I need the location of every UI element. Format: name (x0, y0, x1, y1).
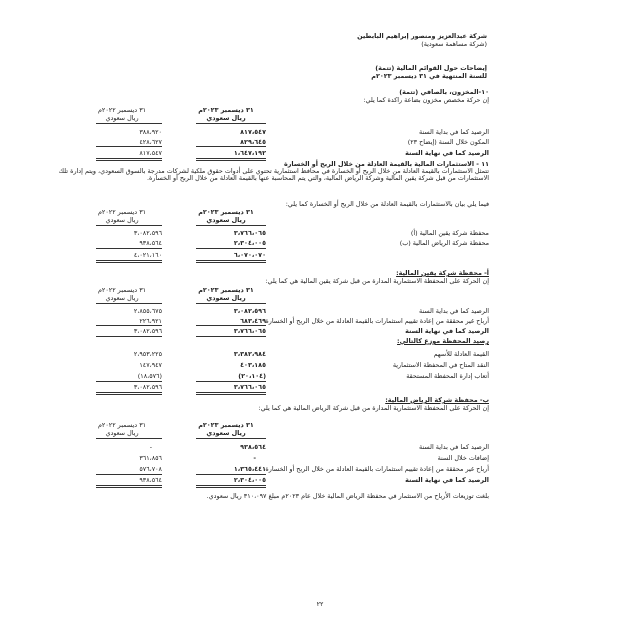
table-cell: ٤٠٣،١٨٥ (240, 361, 266, 369)
section-a-heading: أ- محفظة شركة يقين المالية: (396, 269, 489, 277)
col-currency-2023: ريال سعودي (206, 294, 246, 302)
divider (96, 303, 162, 304)
col-head-2023: ٣١ ديسمبر ٢٠٢٣م (198, 208, 254, 216)
section-b-intro: إن الحركة على المحفظة الاستثمارية المدارة من قبل شركة الرياض المالية هي كما يلي: (258, 404, 489, 412)
section-b-note: بلغت توزيعات الأرباح من الاستثمار في محفظة الرياض المالية خلال عام ٢٠٢٣م مبلغ ٣١٠،٠٩٧ ريال سعودي. (206, 492, 489, 500)
table-cell: ٥٧٦،٧٠٨ (139, 465, 162, 473)
col-currency-2022: ريال سعودي (105, 429, 139, 437)
divider (196, 325, 266, 326)
table-row-label: المكون خلال السنة (إيضاح ٢٣) (407, 138, 489, 146)
divider (196, 438, 266, 439)
table-cell: ١،٦٤٧،١٩٢ (233, 149, 266, 157)
divider (196, 158, 266, 159)
col-head-2023: ٣١ ديسمبر ٢٠٢٣م (198, 421, 254, 429)
col-currency-2023: ريال سعودي (206, 429, 246, 437)
table-cell: ٨١٧،٥٤٧ (240, 128, 266, 136)
divider (96, 262, 162, 263)
report-title: إيضاحات حول القوائم المالية (تتمة) (375, 64, 487, 72)
table-row-label: أتعاب إدارة المحفظة المستحقة (406, 372, 489, 380)
divider (96, 392, 162, 393)
col-head-2022: ٣١ ديسمبر ٢٠٢٢م (97, 106, 147, 114)
col-currency-2022: ريال سعودي (105, 114, 139, 122)
col-head-2022: ٣١ ديسمبر ٢٠٢٢م (97, 208, 147, 216)
table-cell: (١٨،٥٧٦) (137, 372, 162, 380)
col-currency-2023: ريال سعودي (206, 114, 246, 122)
divider (196, 160, 266, 161)
table-cell: ٣،٧٦٦،٠٦٥ (233, 327, 266, 335)
table-cell: ٣،٠٨٢،٥٩٦ (233, 307, 266, 315)
company-subtitle: (شركة مساهمة سعودية) (421, 40, 487, 48)
divider (96, 438, 162, 439)
table-cell: ٤٢٨،٦٢٧ (139, 138, 162, 146)
table-cell: ٣٦١،٨٥٦ (139, 454, 162, 462)
report-period: للسنة المنتهية في ٣١ ديسمبر ٢٠٢٣م (371, 72, 487, 80)
company-name: شركة عبدالعزيز ومنصور إبراهيم البابطين (357, 32, 487, 40)
table-cell: ٢،٨٥٥،٦٧٥ (133, 307, 162, 315)
divider (96, 336, 162, 337)
divider (96, 394, 162, 395)
table-cell: ٣٨٨،٩٢٠ (139, 128, 162, 136)
table-row-label: الرصيد كما في بداية السنة (418, 307, 489, 315)
table-cell: ٩٣٨،٥٦٤ (139, 239, 162, 247)
table-cell: ٢٢٦،٩٢١ (139, 317, 162, 325)
col-head-2023: ٣١ ديسمبر ٢٠٢٣م (198, 286, 254, 294)
table-cell: ٣،٧٦٦،٠٦٥ (233, 229, 266, 237)
divider (196, 225, 266, 226)
table-cell: ٣،٠٨٢،٥٩٦ (133, 327, 162, 335)
table-row-label: إضافات خلال السنة (437, 454, 489, 462)
divider (196, 260, 266, 261)
divider (196, 303, 266, 304)
col-head-2023: ٣١ ديسمبر ٢٠٢٣م (198, 106, 254, 114)
divider (96, 160, 162, 161)
divider (196, 487, 266, 488)
table-row-label: الرصيد كما في بداية السنة (418, 443, 489, 451)
divider (196, 381, 266, 382)
divider (196, 485, 266, 486)
table-total: ٤،٠٢١،١٦٠ (133, 251, 162, 259)
table-row-label: أرباح غير محققة من إعادة تقييم استثمارات بالقيمة العادلة من خلال الربح أو الخسارة (265, 317, 489, 325)
divider (96, 325, 162, 326)
divider (196, 123, 266, 124)
divider (96, 485, 162, 486)
col-currency-2023: ريال سعودي (206, 216, 246, 224)
table-row-label: محفظة شركة الرياض المالية (ب) (399, 239, 489, 247)
divider (196, 146, 266, 147)
table-cell: (٢٠،١٠٤) (238, 372, 266, 380)
divider (196, 394, 266, 395)
table-cell: ٣،٣٨٢،٩٨٤ (233, 350, 266, 358)
note11-description: تتمثل الاستثمارات بالقيمة العادلة من خلال الربح أو الخسارة في محافظ استثمارية تحتوي على أدوات حقوق ملكية لشركات مدرجة بالسوق السعودي، ويتم إدارة تلك الاستثمارات من قبل شركة يقين المالية وشركة الرياض المالية، والتي يتم المحاسبة عنها بالقيمة العادلة من خلال الربح أو الخسارة. (58, 167, 489, 183)
table-cell: ٣،٠٨٢،٥٩٦ (133, 229, 162, 237)
divider (196, 262, 266, 263)
divider (196, 336, 266, 337)
note10-heading: ١٠-المخزون، بالصافي (تتمة) (399, 88, 489, 96)
divider (96, 381, 162, 382)
divider (96, 487, 162, 488)
table-row-label: النقد المتاح في المحفظة الاستثمارية (392, 361, 489, 369)
table-cell: ٢،٣٠٤،٠٠٥ (233, 239, 266, 247)
table-cell: ٨٢٩،٦٤٥ (240, 138, 266, 146)
divider (96, 225, 162, 226)
divider (96, 146, 162, 147)
divider (96, 474, 162, 475)
table-row-label: محفظة شركة يقين المالية (أ) (410, 229, 489, 237)
table-total: ٣،٧٦٦،٠٦٥ (233, 383, 266, 391)
table-cell: ٢،٩٥٣،٢٢٥ (133, 350, 162, 358)
divider (96, 260, 162, 261)
divider (96, 158, 162, 159)
table-row-label: الرصيد كما في نهاية السنة (405, 149, 489, 157)
divider (96, 248, 162, 249)
table-cell: ٢،٣٠٤،٠٠٥ (233, 476, 266, 484)
table-cell: ٩٣٨،٥٦٤ (139, 476, 162, 484)
table-cell: ٩٣٨،٥٦٤ (240, 443, 266, 451)
table-row-label: الرصيد كما في نهاية السنة (405, 476, 489, 484)
divider (96, 123, 162, 124)
page-number: ٢٢ (316, 600, 324, 608)
section-a-intro: إن الحركة على المحفظة الاستثمارية المدارة من قبل شركة يقين المالية هي كما يلي: (265, 277, 489, 285)
table-row-label: القيمة العادلة للأسهم (433, 350, 489, 358)
table-cell: - (253, 454, 256, 462)
table-row-label: أرباح غير محققة من إعادة تقييم استثمارات بالقيمة العادلة من خلال الربح أو الخسارة (265, 465, 489, 473)
table-cell: ١،٣٦٥،٤٤١ (233, 465, 266, 473)
table-cell: ٨١٧،٥٤٧ (139, 149, 162, 157)
table-total: ٦،٠٧٠،٠٧٠ (233, 251, 266, 259)
note11-intro: فيما يلي بيان بالاستثمارات بالقيمة العادلة من خلال الربح أو الخسارة كما يلي: (285, 200, 489, 208)
col-head-2022: ٣١ ديسمبر ٢٠٢٢م (97, 421, 147, 429)
table-cell: - (149, 443, 152, 451)
divider (196, 248, 266, 249)
section-a-subheading: رصيد المحفظة موزع كالتالي: (397, 337, 489, 345)
note10-intro: إن حركة مخصص مخزون بضاعة راكدة كما يلي: (363, 96, 489, 104)
note11-heading: ١١ - الاستثمارات المالية بالقيمة العادلة من خلال الربح أو الخسارة (283, 160, 489, 168)
section-b-heading: ب- محفظة شركة الرياض المالية: (385, 396, 489, 404)
col-currency-2022: ريال سعودي (105, 294, 139, 302)
col-currency-2022: ريال سعودي (105, 216, 139, 224)
table-total: ٣،٠٨٢،٥٩٦ (133, 383, 162, 391)
table-row-label: الرصيد كما في نهاية السنة (405, 327, 489, 335)
divider (196, 392, 266, 393)
table-cell: ٦٨٣،٤٦٩ (240, 317, 266, 325)
col-head-2022: ٣١ ديسمبر ٢٠٢٢م (97, 286, 147, 294)
divider (196, 474, 266, 475)
table-row-label: الرصيد كما في بداية السنة (418, 128, 489, 136)
table-cell: ١٤٧،٩٤٧ (139, 361, 162, 369)
